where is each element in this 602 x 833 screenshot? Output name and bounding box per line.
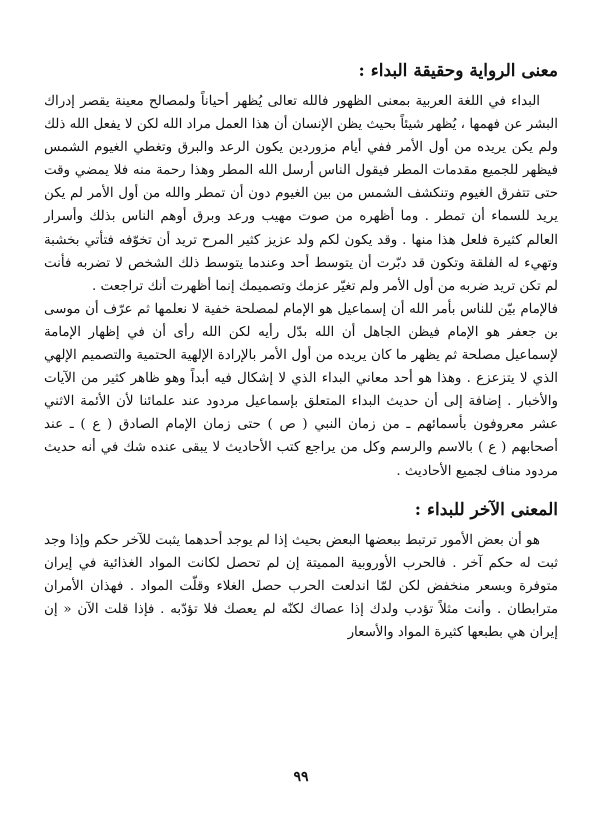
heading-colon: : <box>358 61 365 81</box>
section-title: المعنى الآخر للبداء <box>427 499 558 520</box>
body-paragraph: فالإمام بيّن للناس بأمر الله أن إسماعيل هو الإمام لمصلحة خفية لا نعلمها ثم عرّف أن موسى بن جعفر هو الإمام فيظن الجاهل أن الله بدّل رأيه لكن الله رأى أن في إظهار الإمامة لإسماعيل مصلحة ثم يظهر ما كان يريده من أول الأمر بالإرادة الإلهية الحتمية والتصميم الإلهي الذي لا يتزعزع . وهذا هو أحد معاني البداء الذي لا إشكال فيه أبداً وهو ظاهر كثير من الآيات والأخبار . إضافة إلى أن حديث البداء المتعلق بإسماعيل مردود عند علمائنا لأن الأئمة الاثني عشر معروفون بأسمائهم ـ من زمان النبي ( ص ) حتى زمان الإمام الصادق ( ع ) ـ عند أصحابهم ( ع ) بالاسم والرسم وكل من يراجع كتب الأحاديث لا يبقى عنده شك في أنه حديث مردود مناف لجميع الأحاديث . <box>44 301 558 479</box>
document-page <box>44 58 558 644</box>
section-title: معنى الرواية وحقيقة البداء <box>370 61 558 81</box>
heading-colon: : <box>414 499 422 520</box>
page-number: ٩٩ <box>293 769 309 785</box>
section-narration-and-bada <box>44 58 558 483</box>
section-heading <box>44 497 558 523</box>
section-heading <box>44 58 558 84</box>
body-paragraph: هو أن بعض الأمور ترتبط ببعضها البعض بحيث إذا لم يوجد أحدهما يثبت للآخر حكم وإذا وجد ثبت له حكم آخر . فالحرب الأوروبية المميتة إن لم تحصل لكانت المواد الغذائية في إيران متوفرة وبسعر منخفض لكن لمّا اندلعت الحرب حصل الغلاء وقلّت المواد . فهذان الأمران مترابطان . وأنت مثلاً تؤدب ولدك إذا عصاك لكنّه لم يعصك فلا تؤدّبه . فإذا قلت الآن « إن إيران هي بطبعها كثيرة المواد والأسعار <box>44 532 558 640</box>
body-paragraph: البداء في اللغة العربية بمعنى الظهور فالله تعالى يُظهر أحياناً ولمصالح معينة يقصر إدراك البشر عن فهمها ، يُظهر شيئاً بحيث يظن الإنسان أن هذا العمل مراد الله لكن لا يفعل الله ذلك ولم يكن يريده من أول الأمر ففي أيام مزوردين يكون الرعد والبرق وتغطي الغيوم الشمس فيظهر للجميع مقدمات المطر فيقول الناس أرسل الله المطر وهذا رحمة منه فلا يمضي وقت حتى تتفرق الغيوم وتنكشف الشمس من بين الغيوم دون أن تمطر والله من أول الأمر لم يكن يريد للسماء أن تمطر . وما أظهره من صوت مهيب ورعد وبرق أوهم الناس بذلك وأسرار العالم كثيرة فلعل هذا منها . وقد يكون لكم ولد عزيز كثير المرح تريد أن تخوّفه فتأتي بخشبة وتهيء له الفلقة وتكون قد دبّرت أن يتوسط أحد وعندما يتوسط ذلك الشخص لا تضربه فأنت لم تكن تريد ضربه من أول الأمر ولم تغيّر عزمك وتصميمك إنما أظهرت أنك تراجعت . <box>44 94 558 294</box>
section-other-meaning-of-bada <box>44 497 558 644</box>
